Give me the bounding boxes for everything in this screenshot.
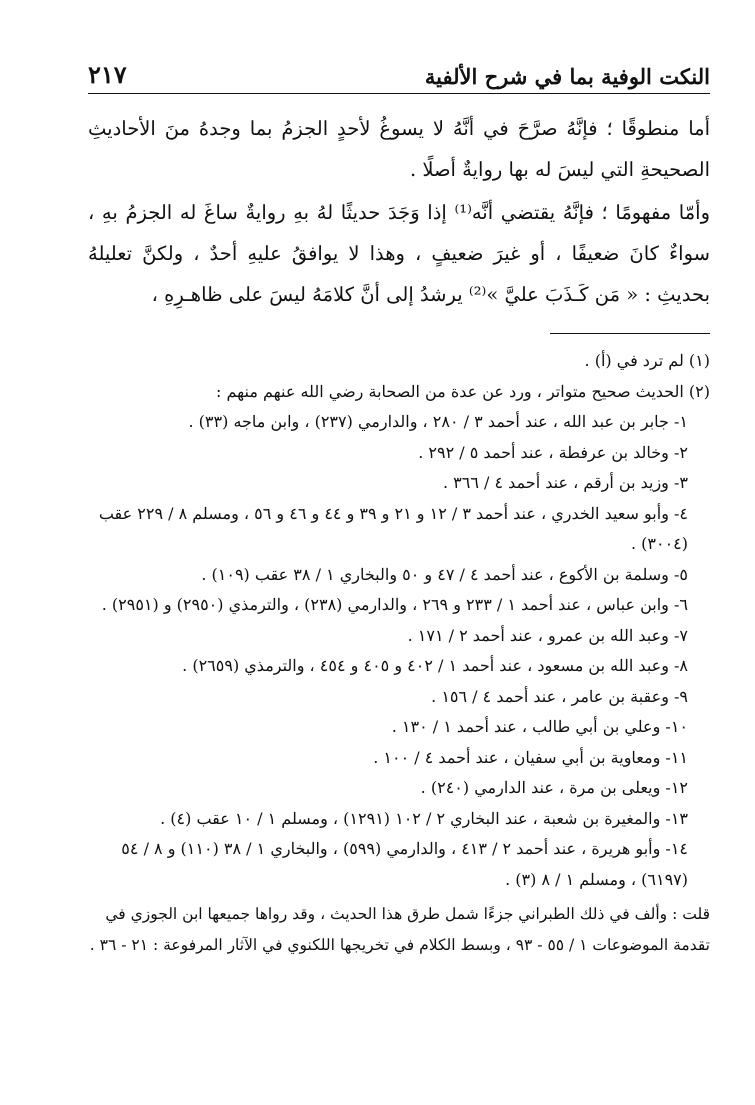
- footnote-list-item: ٩- وعقبة بن عامر ، عند أحمد ٤ / ١٥٦ .: [431, 686, 688, 706]
- footnote-list-item: ١٢- ويعلى بن مرة ، عند الدارمي (٢٤٠) .: [420, 778, 688, 797]
- footnote-list-item: ٤- وأبو سعيد الخدري ، عند أحمد ٣ / ١٢ و ٢١ و ٣٩ و ٤٤ و ٤٦ و ٥٦ ، ومسلم ٨ / ٢٢٩ عقب (٣٠٠٤) .: [98, 503, 688, 553]
- footnote-list-item: ٥- وسلمة بن الأكوع ، عند أحمد ٤ / ٤٧ و ٥٠ والبخاري ١ / ٣٨ عقب (١٠٩) .: [201, 564, 688, 584]
- main-text: [88, 108, 710, 315]
- page-number: ٢١٧: [88, 60, 127, 89]
- footnote-1: (١) لم ترد في (أ) .: [584, 351, 710, 370]
- page-header: [88, 56, 710, 94]
- footnote-separator: [550, 333, 710, 334]
- footnote-list-item: ٧- وعبد الله بن عمرو ، عند أحمد ٢ / ١٧١ .: [407, 625, 688, 645]
- footnotes: [88, 346, 710, 961]
- book-page: [88, 56, 710, 961]
- footnote-remark: قلت : وألف في ذلك الطبراني جزءًا شمل طرق هذا الحديث ، وقد رواها جميعها ابن الجوزي في تقدمة الموضوعات ١ / ٥٥ - ٩٣ ، وبسط الكلام في تخريجها اللكنوي في الآثار المرفوعة : ٢١ - ٣٦ .: [89, 905, 710, 954]
- footnote-list-item: ٢- وخالد بن عرفطة ، عند أحمد ٥ / ٢٩٢ .: [418, 442, 688, 462]
- footnote-list-item: ٨- وعبد الله بن مسعود ، عند أحمد ١ / ٤٠٢ و ٤٠٥ و ٤٥٤ ، والترمذي (٢٦٥٩) .: [182, 656, 688, 675]
- footnote-list-item: ١١- ومعاوية بن أبي سفيان ، عند أحمد ٤ / ١٠٠ .: [373, 747, 688, 767]
- running-title: النكت الوفية بما في شرح الألفية: [424, 64, 710, 89]
- paragraph: وأمّا مفهومًا ؛ فإنَّهُ يقتضي أنَّه⁽¹⁾ إذا وَجَدَ حديثًا لهُ بهِ روايةٌ ساغَ له الجزمُ بهِ ، سواءٌ كانَ ضعيفًا ، أو غيرَ ضعيفٍ ، وهذا لا يوافقُ عليهِ أحدٌ ، ولكنَّ تعليلهُ بحديثِ : « مَن كَـذَبَ عليَّ »⁽²⁾ يرشدُ إلى أنَّ كلامَهُ ليسَ على ظاهـرِهِ ،: [88, 201, 710, 306]
- footnote-list-item: ٣- وزيد بن أرقم ، عند أحمد ٤ / ٣٦٦ .: [442, 473, 688, 492]
- footnote-list-item: ١٤- وأبو هريرة ، عند أحمد ٢ / ٤١٣ ، والدارمي (٥٩٩) ، والبخاري ١ / ٣٨ (١١٠) و ٨ / ٥٤ (٦١٩٧) ، ومسلم ١ / ٨ (٣) .: [121, 839, 688, 889]
- footnote-list-item: ١٠- وعلي بن أبي طالب ، عند أحمد ١ / ١٣٠ .: [391, 717, 688, 736]
- footnote-2-intro: (٢) الحديث صحيح متواتر ، ورد عن عدة من الصحابة رضي الله عنهم منهم :: [216, 381, 710, 401]
- paragraph: أما منطوقًا ؛ فإنَّهُ صرَّحَ في أنَّهُ لا يسوغُ لأحدٍ الجزمُ بما وجدهُ منَ الأحاديثِ الصحيحةِ التي ليسَ له بها روايةٌ أصلًا .: [88, 117, 710, 181]
- footnote-list-item: ٦- وابن عباس ، عند أحمد ١ / ٢٣٣ و ٢٦٩ ، والدارمي (٢٣٨) ، والترمذي (٢٩٥٠) و (٢٩٥١) .: [101, 595, 688, 614]
- footnote-list-item: ١٣- والمغيرة بن شعبة ، عند البخاري ٢ / ١٠٢ (١٢٩١) ، ومسلم ١ / ١٠ عقب (٤) .: [160, 808, 688, 828]
- footnote-list-item: ١- جابر بن عبد الله ، عند أحمد ٣ / ٢٨٠ ، والدارمي (٢٣٧) ، وابن ماجه (٣٣) .: [188, 412, 688, 431]
